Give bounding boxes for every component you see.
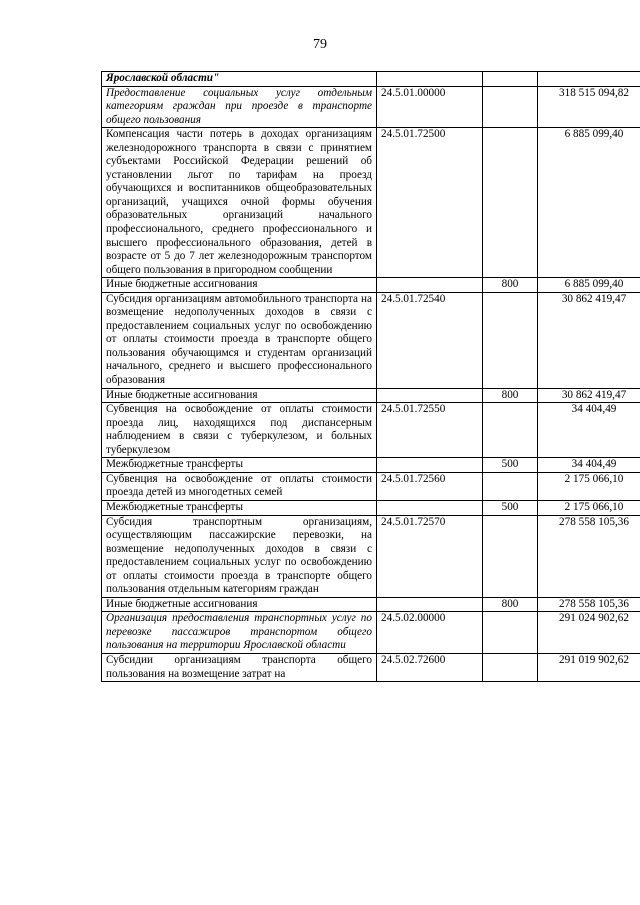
budget-table-body (102, 72, 640, 682)
row-expense-type-cell: 500 (483, 458, 538, 473)
row-expense-type-cell (483, 86, 538, 128)
row-amount-cell: 2 175 066,10 (538, 500, 640, 515)
row-code-cell: 24.5.01.72540 (377, 292, 483, 388)
row-code-cell (377, 597, 483, 612)
row-amount-cell (538, 72, 640, 87)
row-name-cell: Субвенция на освобождение от оплаты стоимости проезда лиц, находящихся под диспансерным наблюдением в связи с туберкулезом, и больных туберкулезом (102, 403, 377, 458)
row-amount-cell: 34 404,49 (538, 458, 640, 473)
row-code-cell (377, 458, 483, 473)
row-name-cell: Ярославской области" (102, 72, 377, 87)
row-name-cell: Иные бюджетные ассигнования (102, 597, 377, 612)
row-code-cell: 24.5.02.72600 (377, 653, 483, 681)
row-expense-type-cell (483, 653, 538, 681)
row-name-cell: Субсидия транспортным организациям, осуществляющим пассажирские перевозки, на возмещение недополученных доходов в связи с предоставлением социальных услуг по освобождению от оплаты стоимости проезда в транспорте общего пользования отдельным категориям граждан (102, 515, 377, 597)
table-row (102, 86, 640, 128)
table-row (102, 278, 640, 293)
row-amount-cell: 2 175 066,10 (538, 472, 640, 500)
table-row (102, 72, 640, 87)
row-amount-cell: 6 885 099,40 (538, 278, 640, 293)
table-row (102, 128, 640, 278)
row-code-cell (377, 72, 483, 87)
row-code-cell: 24.5.01.00000 (377, 86, 483, 128)
table-row (102, 515, 640, 597)
row-code-cell: 24.5.01.72560 (377, 472, 483, 500)
table-row (102, 388, 640, 403)
row-code-cell: 24.5.01.72500 (377, 128, 483, 278)
row-amount-cell: 6 885 099,40 (538, 128, 640, 278)
row-name-cell: Предоставление социальных услуг отдельным категориям граждан при проезде в транспорте общего пользования (102, 86, 377, 128)
row-amount-cell: 278 558 105,36 (538, 515, 640, 597)
row-expense-type-cell (483, 472, 538, 500)
row-expense-type-cell (483, 612, 538, 654)
row-expense-type-cell (483, 515, 538, 597)
row-amount-cell: 318 515 094,82 (538, 86, 640, 128)
row-expense-type-cell: 800 (483, 388, 538, 403)
row-amount-cell: 278 558 105,36 (538, 597, 640, 612)
table-row (102, 472, 640, 500)
page-number: 79 (313, 37, 327, 52)
row-expense-type-cell: 800 (483, 278, 538, 293)
row-expense-type-cell (483, 292, 538, 388)
row-name-cell: Организация предоставления транспортных услуг по перевозке пассажиров транспортом общего пользования на территории Ярославской области (102, 612, 377, 654)
table-row (102, 403, 640, 458)
row-code-cell (377, 278, 483, 293)
row-name-cell: Межбюджетные трансферты (102, 500, 377, 515)
row-expense-type-cell: 500 (483, 500, 538, 515)
row-expense-type-cell: 800 (483, 597, 538, 612)
table-row (102, 612, 640, 654)
row-name-cell: Межбюджетные трансферты (102, 458, 377, 473)
row-expense-type-cell (483, 128, 538, 278)
row-amount-cell: 291 019 902,62 (538, 653, 640, 681)
row-expense-type-cell (483, 72, 538, 87)
budget-table (101, 71, 640, 682)
table-row (102, 292, 640, 388)
row-code-cell (377, 500, 483, 515)
row-code-cell: 24.5.02.00000 (377, 612, 483, 654)
row-expense-type-cell (483, 403, 538, 458)
row-name-cell: Иные бюджетные ассигнования (102, 278, 377, 293)
row-amount-cell: 34 404,49 (538, 403, 640, 458)
row-amount-cell: 291 024 902,62 (538, 612, 640, 654)
row-code-cell: 24.5.01.72570 (377, 515, 483, 597)
table-row (102, 653, 640, 681)
row-name-cell: Субвенция на освобождение от оплаты стоимости проезда детей из многодетных семей (102, 472, 377, 500)
row-name-cell: Субсидия организациям автомобильного транспорта на возмещение недополученных доходов в связи с предоставлением социальных услуг по освобождению от оплаты стоимости проезда в транспорте общего пользования обучающимся и студентам организаций начального, среднего и высшего профессионального образования (102, 292, 377, 388)
row-code-cell: 24.5.01.72550 (377, 403, 483, 458)
row-amount-cell: 30 862 419,47 (538, 388, 640, 403)
row-amount-cell: 30 862 419,47 (538, 292, 640, 388)
row-name-cell: Компенсация части потерь в доходах организациям железнодорожного транспорта в связи с принятием субъектами Российской Федерации решений об установлении льгот по тарифам на проезд обучающихся и воспитанников общеобразовательных организаций, учащихся очной формы обучения образовательных организаций начального профессионального, среднего профессионального и высшего профессионального образования, детей в возрасте от 5 до 7 лет железнодорожным транспортом общего пользования в пригородном сообщении (102, 128, 377, 278)
table-row (102, 458, 640, 473)
row-name-cell: Иные бюджетные ассигнования (102, 388, 377, 403)
row-name-cell: Субсидии организациям транспорта общего пользования на возмещение затрат на (102, 653, 377, 681)
table-row (102, 500, 640, 515)
row-code-cell (377, 388, 483, 403)
table-row (102, 597, 640, 612)
